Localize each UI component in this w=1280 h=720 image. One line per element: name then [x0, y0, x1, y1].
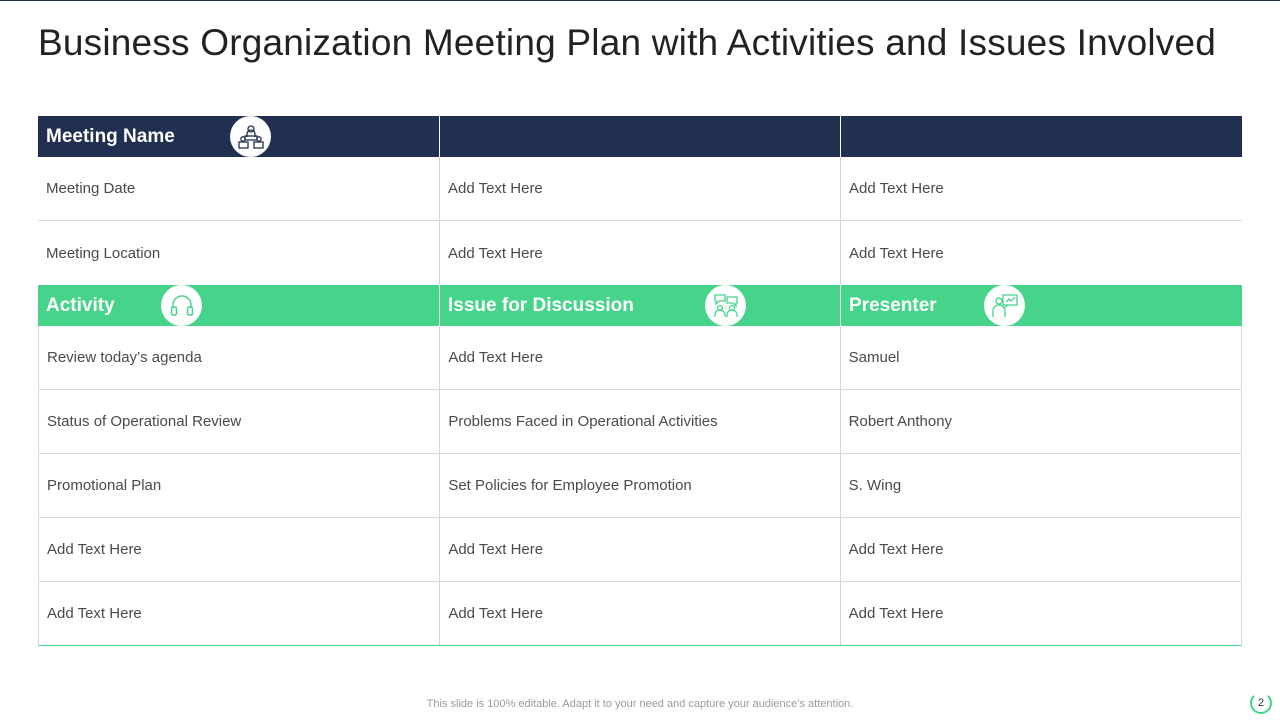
table-cell[interactable]: Review today’s agenda: [47, 349, 202, 366]
meeting-header-row: [38, 116, 1242, 157]
issue-header: Issue for Discussion: [448, 294, 634, 316]
table-cell[interactable]: Add Text Here: [439, 518, 839, 581]
table-row: [38, 454, 1242, 518]
table-cell[interactable]: Robert Anthony: [840, 390, 1241, 453]
table-cell[interactable]: Samuel: [840, 326, 1241, 389]
table-cell[interactable]: Add Text Here: [439, 157, 840, 220]
table-cell[interactable]: Add Text Here: [47, 541, 142, 558]
header-cell: [439, 116, 840, 157]
page-number: 2: [1250, 692, 1272, 714]
meeting-people-icon: [230, 116, 271, 157]
header-cell: [38, 285, 439, 326]
table-cell[interactable]: Add Text Here: [47, 605, 142, 622]
discussion-icon: [705, 285, 746, 326]
table-cell[interactable]: S. Wing: [840, 454, 1241, 517]
table-cell[interactable]: Add Text Here: [439, 582, 839, 645]
header-cell: [840, 116, 1242, 157]
headset-icon: [161, 285, 202, 326]
meeting-plan-table: [38, 116, 1242, 646]
presenter-icon: [984, 285, 1025, 326]
table-cell[interactable]: Add Text Here: [439, 221, 840, 285]
table-cell[interactable]: Problems Faced in Operational Activities: [439, 390, 839, 453]
header-cell: [38, 116, 439, 157]
table-cell[interactable]: Add Text Here: [840, 221, 1242, 285]
header-cell: [840, 285, 1242, 326]
table-cell[interactable]: Add Text Here: [840, 582, 1241, 645]
table-cell[interactable]: Status of Operational Review: [47, 413, 242, 430]
table-cell[interactable]: Promotional Plan: [47, 477, 162, 494]
table-row: [38, 157, 1242, 221]
table-row: [38, 390, 1242, 454]
table-row: [38, 326, 1242, 390]
agenda-header-row: [38, 285, 1242, 326]
table-row: [38, 582, 1242, 646]
activity-header: Activity: [46, 294, 115, 316]
table-cell[interactable]: Add Text Here: [840, 157, 1242, 220]
meeting-name-label: Meeting Name: [46, 125, 175, 147]
top-divider: [0, 0, 1280, 1]
header-cell: [439, 285, 840, 326]
table-cell: Meeting Date: [46, 180, 136, 197]
table-cell[interactable]: Add Text Here: [840, 518, 1241, 581]
table-cell: Meeting Location: [46, 244, 161, 262]
table-row: [38, 221, 1242, 285]
presenter-header: Presenter: [849, 294, 937, 316]
table-cell[interactable]: Add Text Here: [439, 326, 839, 389]
page-title: Business Organization Meeting Plan with Activities and Issues Involved: [38, 22, 1217, 63]
footer-note: This slide is 100% editable. Adapt it to your need and capture your audience’s attention.: [426, 698, 854, 710]
table-row: [38, 518, 1242, 582]
table-cell[interactable]: Set Policies for Employee Promotion: [439, 454, 839, 517]
